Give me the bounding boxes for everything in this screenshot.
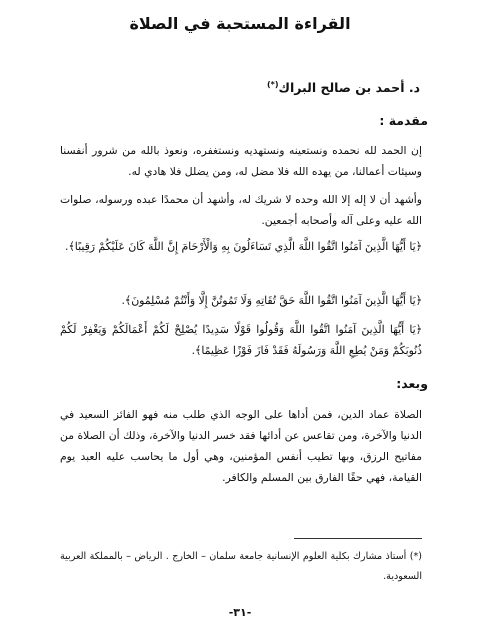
footnote-marker: (*) (267, 80, 279, 89)
quran-verse-1: ﴿يَا أَيُّهَا الَّذِينَ آمَنُوا اتَّقُوا اللَّهَ الَّذِي تَسَاءَلُونَ بِهِ وَالْأَرْحَامَ إِنَّ اللَّهَ كَانَ عَلَيْكُمْ رَقِيبًا﴾. (65, 240, 422, 253)
page-number: -٣١- (228, 606, 252, 619)
author-line (267, 80, 420, 95)
paragraph-opening-praise: إن الحمد لله نحمده ونستعينه ونستهديه ونستغفره، ونعوذ بالله من شرور أنفسنا وسيئات أعمالنا، من يهده الله فلا مضل له، ومن يضلل فلا هادي له. (60, 144, 422, 178)
page-title: القراءة المستحبة في الصلاة (129, 14, 351, 33)
section-heading-introduction: مقدمة : (379, 113, 428, 128)
paragraph-testimony: وأشهد أن لا إله إلا الله وحده لا شريك له، وأشهد أن محمدًا عبده ورسوله، صلوات الله عليه وعلى آله وأصحابه أجمعين. (60, 193, 422, 227)
section-heading-after: وبعد: (396, 376, 428, 391)
footnote-divider (294, 538, 422, 539)
quran-verse-2: ﴿يَا أَيُّهَا الَّذِينَ آمَنُوا اتَّقُوا اللَّهَ حَقَّ تُقَاتِهِ وَلَا تَمُوتُنَّ إِلَّا وَأَنْتُمْ مُسْلِمُونَ﴾. (121, 294, 422, 307)
paragraph-prayer-importance: الصلاة عماد الدين، فمن أداها على الوجه الذي طلب منه فهو الفائز السعيد في الدنيا والآخرة، ومن تقاعس عن أدائها فقد خسر الدنيا والآخرة، وذلك أن الصلاة من مفاتيح الرزق، وبها تطيب أنفس المؤمنين، وهي أول ما يحاسب عليه العبد يوم القيامة، فهي حقًا الفارق بين المسلم والكافر. (60, 408, 422, 484)
author-name: د. أحمد بن صالح البراك (278, 80, 420, 96)
footnote-text: (*) أستاذ مشارك بكلية العلوم الإنسانية جامعة سلمان – الخارج . الرياض – بالمملكة العربية السعودية. (60, 551, 422, 582)
quran-verse-3: ﴿يَا أَيُّهَا الَّذِينَ آمَنُوا اتَّقُوا اللَّهَ وَقُولُوا قَوْلًا سَدِيدًا يُصْلِحْ لَكُمْ أَعْمَالَكُمْ وَيَغْفِرْ لَكُمْ ذُنُوبَكُمْ وَمَنْ يُطِعِ اللَّهَ وَرَسُولَهُ فَقَدْ فَازَ فَوْزًا عَظِيمًا﴾. (60, 323, 422, 357)
